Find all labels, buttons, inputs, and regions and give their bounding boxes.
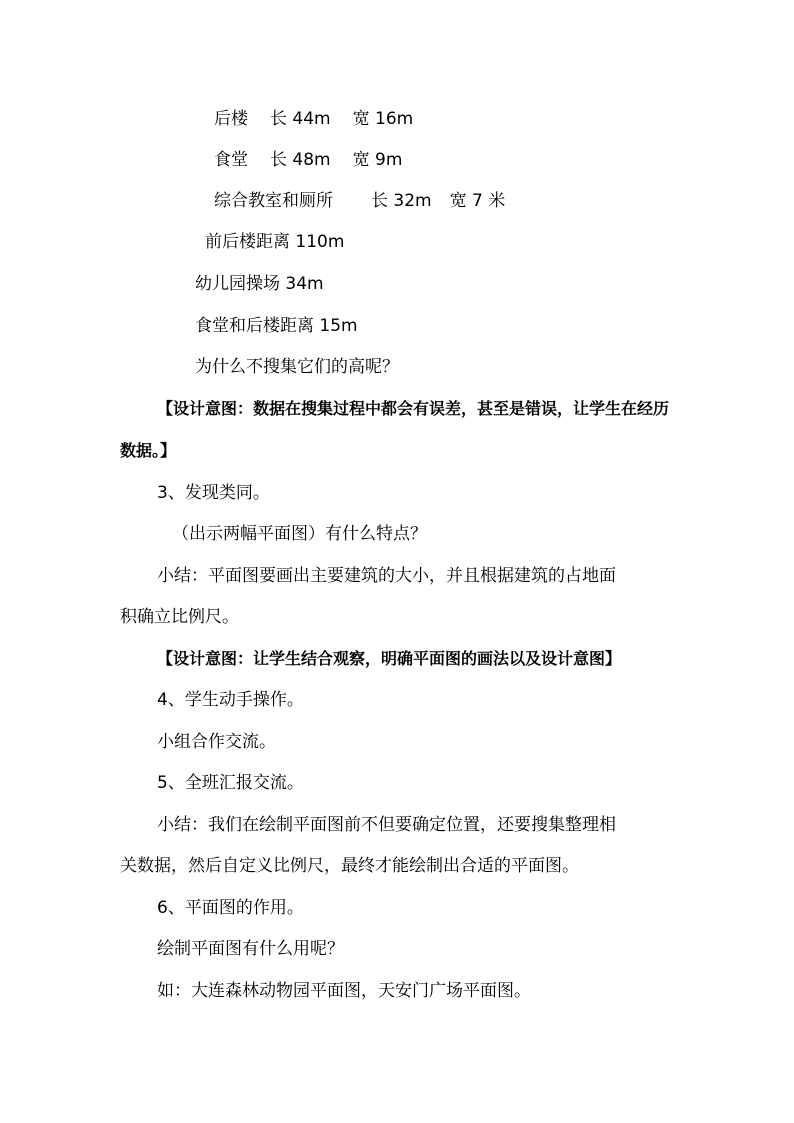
text-line: 前后楼距离 110m: [205, 232, 345, 252]
shitang-width: 宽 9m: [352, 150, 403, 170]
design-intent-1: 【设计意图：数据在搜集过程中都会有误差，甚至是错误，让学生在经历: [157, 399, 670, 418]
section-heading: 5、全班汇报交流。: [157, 773, 304, 793]
row-shitang: [214, 149, 402, 171]
text-line: 小结：我们在绘制平面图前不但要确定位置，还要搜集整理相: [157, 815, 616, 835]
design-intent-1-cont: 数据。】: [120, 441, 177, 460]
houlou-width: 宽 16m: [352, 109, 414, 129]
section-heading: 4、学生动手操作。: [157, 690, 304, 710]
text-line: 幼儿园操场 34m: [195, 274, 324, 294]
design-intent-2: 【设计意图：让学生结合观察，明确平面图的画法以及设计意图】: [157, 649, 622, 668]
text-line: 绘制平面图有什么用呢？: [157, 939, 344, 959]
section-heading: 3、发现类同。: [157, 483, 270, 503]
zonghe-name: 综合教室和厕所: [214, 191, 333, 211]
houlou-name: 后楼: [214, 109, 248, 129]
section-heading: 6、平面图的作用。: [157, 898, 304, 918]
text-line: 关数据，然后自定义比例尺，最终才能绘制出合适的平面图。: [120, 856, 579, 876]
row-houlou: [214, 108, 413, 130]
zonghe-length: 长 32m: [371, 191, 432, 211]
shitang-length: 长 48m: [270, 150, 331, 170]
text-line: （出示两幅平面图）有什么特点？: [172, 524, 427, 544]
text-line: 如：大连森林动物园平面图，天安门广场平面图。: [157, 981, 531, 1001]
row-zonghe: [214, 190, 505, 212]
text-line: 为什么不搜集它们的高呢？: [195, 357, 399, 377]
text-line: 食堂和后楼距离 15m: [195, 316, 358, 336]
shitang-name: 食堂: [214, 150, 248, 170]
text-line: 小组合作交流。: [157, 732, 276, 752]
zonghe-width: 宽 7 米: [449, 191, 506, 211]
houlou-length: 长 44m: [270, 109, 331, 129]
text-line: 积确立比例尺。: [120, 607, 239, 627]
text-line: 小结：平面图要画出主要建筑的大小，并且根据建筑的占地面: [157, 566, 616, 586]
